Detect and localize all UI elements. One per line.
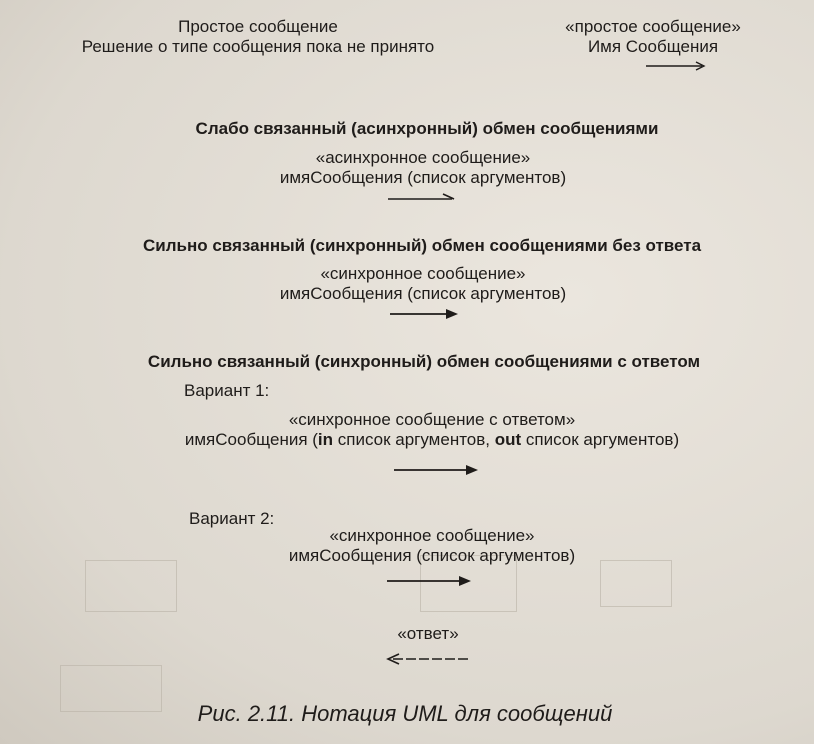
variant1-sig-name: имяСообщения (: [184, 430, 318, 449]
async-stereotype: «асинхронное сообщение»: [315, 148, 531, 167]
figure-caption: Рис. 2.11. Нотация UML для сообщений: [197, 701, 613, 726]
bleed-through-box: [85, 560, 177, 612]
sync-no-reply-signature: имяСообщения (список аргументов): [279, 284, 567, 303]
sync-reply-heading: Сильно связанный (синхронный) обмен сообщениями с ответом: [147, 352, 701, 371]
simple-message-arrow: [644, 59, 708, 73]
async-arrow: [386, 191, 458, 207]
variant2-stereotype: «синхронное сообщение»: [329, 526, 535, 545]
variant1-sig-mid: список аргументов,: [333, 430, 495, 449]
variant2-label: Вариант 2:: [189, 509, 275, 528]
simple-message-name: Имя Сообщения: [587, 37, 719, 56]
out-keyword: out: [494, 430, 522, 449]
variant2-signature: имяСообщения (список аргументов): [288, 546, 576, 565]
sync-no-reply-heading: Сильно связанный (синхронный) обмен сообщениями без ответа: [142, 236, 702, 255]
variant1-signature: [185, 430, 679, 450]
reply-arrow: [385, 651, 473, 667]
async-heading: Слабо связанный (асинхронный) обмен сообщениями: [195, 119, 659, 138]
bleed-through-box: [60, 665, 162, 712]
variant1-stereotype: «синхронное сообщение с ответом»: [288, 410, 576, 429]
reply-stereotype: «ответ»: [397, 624, 459, 643]
bleed-through-box: [600, 560, 672, 607]
sync-no-reply-stereotype: «синхронное сообщение»: [320, 264, 526, 283]
variant2-request-arrow: [385, 574, 475, 588]
simple-message-stereotype: «простое сообщение»: [565, 17, 741, 36]
variant1-arrow: [392, 463, 480, 477]
simple-message-title: Простое сообщение: [178, 17, 338, 36]
variant1-label: Вариант 1:: [184, 381, 270, 400]
simple-message-note: Решение о типе сообщения пока не принято: [81, 37, 435, 56]
variant1-sig-end: список аргументов): [521, 430, 680, 449]
in-keyword: in: [317, 430, 334, 449]
sync-no-reply-arrow: [388, 307, 460, 321]
async-signature: имяСообщения (список аргументов): [279, 168, 567, 187]
